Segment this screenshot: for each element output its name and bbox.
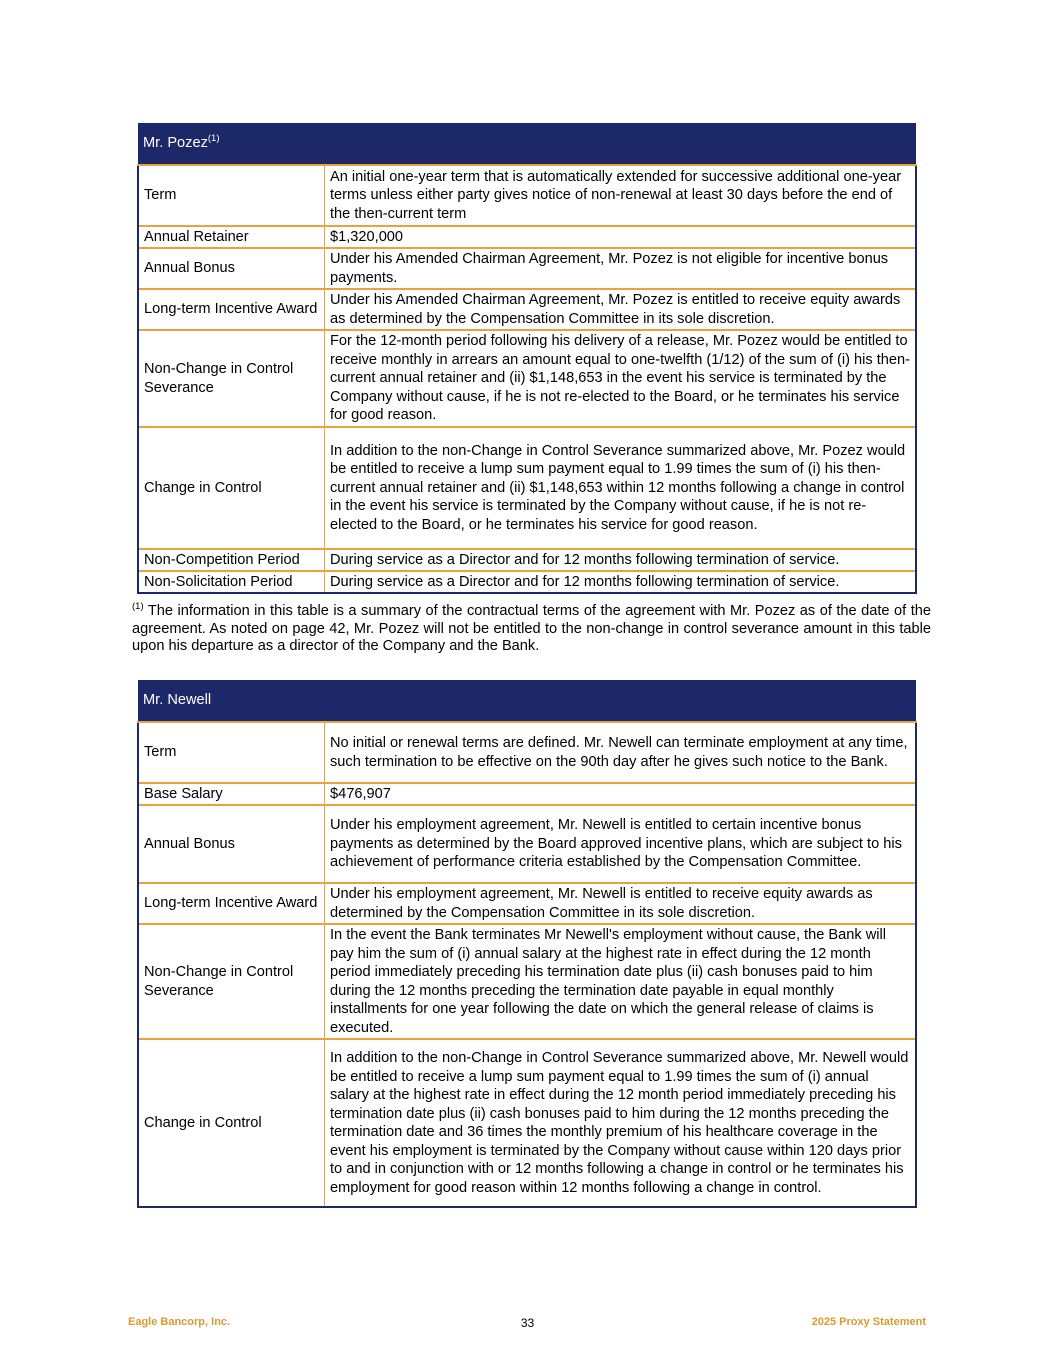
newell-table [137, 680, 917, 1208]
row-value: Under his Amended Chairman Agreement, Mr. Pozez is entitled to receive equity awards as determined by the Compensation Committee in its sole discretion. [325, 289, 917, 330]
pozez-title-footnote-ref: (1) [207, 133, 220, 145]
table-row [138, 783, 916, 805]
pozez-header-row [138, 123, 916, 165]
footnote-text: The information in this table is a summary of the contractual terms of the agreement with Mr. Pozez as of the date of the agreement. As noted on page 42, Mr. Pozez will not be entitled to the non-change in control severance amount in this table upon his departure as a director of the Company and the Bank. [132, 603, 931, 654]
row-value: During service as a Director and for 12 months following termination of service. [325, 549, 917, 571]
page-number: 33 [520, 1316, 535, 1330]
row-label: Annual Bonus [138, 805, 325, 883]
row-value: For the 12-month period following his delivery of a release, Mr. Pozez would be entitled to receive monthly in arrears an amount equal to one-twelfth (1/12) of the sum of (i) his then-current annual retainer and (ii) $1,148,653 in the event his service is terminated by the Company without cause, if he is not re-elected to the Board, or he terminates his service for good reason. [325, 330, 917, 427]
row-value: No initial or renewal terms are defined. Mr. Newell can terminate employment at any time, such termination to be effective on the 90th day after he gives such notice to the Bank. [325, 722, 917, 783]
row-label: Non-Solicitation Period [138, 571, 325, 593]
pozez-footnote [132, 603, 931, 656]
row-label: Base Salary [138, 783, 325, 805]
table-row [138, 226, 916, 248]
row-label: Non-Competition Period [138, 549, 325, 571]
table-row [138, 427, 916, 549]
footer-document-title: 2025 Proxy Statement [811, 1316, 926, 1328]
row-value: In addition to the non-Change in Control Severance summarized above, Mr. Newell would be entitled to receive a lump sum payment equal to 1.99 times the sum of (i) annual salary at the highest rate in effect during the 12 month period immediately preceding his termination date plus (ii) cash bonuses paid to him during the 12 months preceding the termination date and 36 times the monthly premium of his healthcare coverage in the event his employment is terminated by the Company without cause within 120 days prior to and in conjunction with or 12 months following a change in control or he terminates his employment for good reason within 12 months following a change in control. [325, 1039, 917, 1207]
row-value: In the event the Bank terminates Mr Newell's employment without cause, the Bank will pay him the sum of (i) annual salary at the highest rate in effect during the 12 month period immediately preceding his termination date plus (ii) cash bonuses paid to him during the 12 months preceding the termination date payable in equal monthly installments for one year following the date on which the general release of claims is executed. [325, 924, 917, 1039]
row-label: Non-Change in Control Severance [138, 330, 325, 427]
pozez-title-text: Mr. Pozez [143, 135, 208, 152]
row-label: Term [138, 165, 325, 226]
table-row [138, 924, 916, 1039]
row-value: Under his Amended Chairman Agreement, Mr. Pozez is not eligible for incentive bonus payments. [325, 248, 917, 289]
newell-table-title: Mr. Newell [138, 680, 916, 722]
table-row [138, 571, 916, 593]
newell-header-row [138, 680, 916, 722]
row-label: Change in Control [138, 1039, 325, 1207]
table-row [138, 549, 916, 571]
table-row [138, 165, 916, 226]
row-value: $1,320,000 [325, 226, 917, 248]
row-value: $476,907 [325, 783, 917, 805]
pozez-table [137, 123, 917, 594]
table-row [138, 289, 916, 330]
row-value: Under his employment agreement, Mr. Newell is entitled to receive equity awards as determined by the Compensation Committee in its sole discretion. [325, 883, 917, 924]
row-label: Annual Bonus [138, 248, 325, 289]
pozez-table-title [138, 123, 916, 165]
row-label: Long-term Incentive Award [138, 289, 325, 330]
row-value: Under his employment agreement, Mr. Newell is entitled to certain incentive bonus payments as determined by the Board approved incentive plans, which are subject to his achievement of performance criteria established by the Compensation Committee. [325, 805, 917, 883]
row-value: During service as a Director and for 12 months following termination of service. [325, 571, 917, 593]
table-row [138, 1039, 916, 1207]
row-value: In addition to the non-Change in Control Severance summarized above, Mr. Pozez would be entitled to receive a lump sum payment equal to 1.99 times the sum of (i) his then-current annual retainer and (ii) $1,148,653 within 12 months following a change in control in the event his service is terminated by the Company without cause, if he is not re-elected to the Board, or he terminates his service for good reason. [325, 427, 917, 549]
table-row [138, 330, 916, 427]
table-row [138, 248, 916, 289]
footer-company: Eagle Bancorp, Inc. [128, 1316, 231, 1328]
row-label: Change in Control [138, 427, 325, 549]
row-label: Non-Change in Control Severance [138, 924, 325, 1039]
row-value: An initial one-year term that is automatically extended for successive additional one-year terms unless either party gives notice of non-renewal at least 30 days before the end of the then-current term [325, 165, 917, 226]
footnote-marker: (1) [132, 601, 144, 612]
table-row [138, 722, 916, 783]
table-row [138, 883, 916, 924]
row-label: Long-term Incentive Award [138, 883, 325, 924]
table-row [138, 805, 916, 883]
row-label: Annual Retainer [138, 226, 325, 248]
row-label: Term [138, 722, 325, 783]
